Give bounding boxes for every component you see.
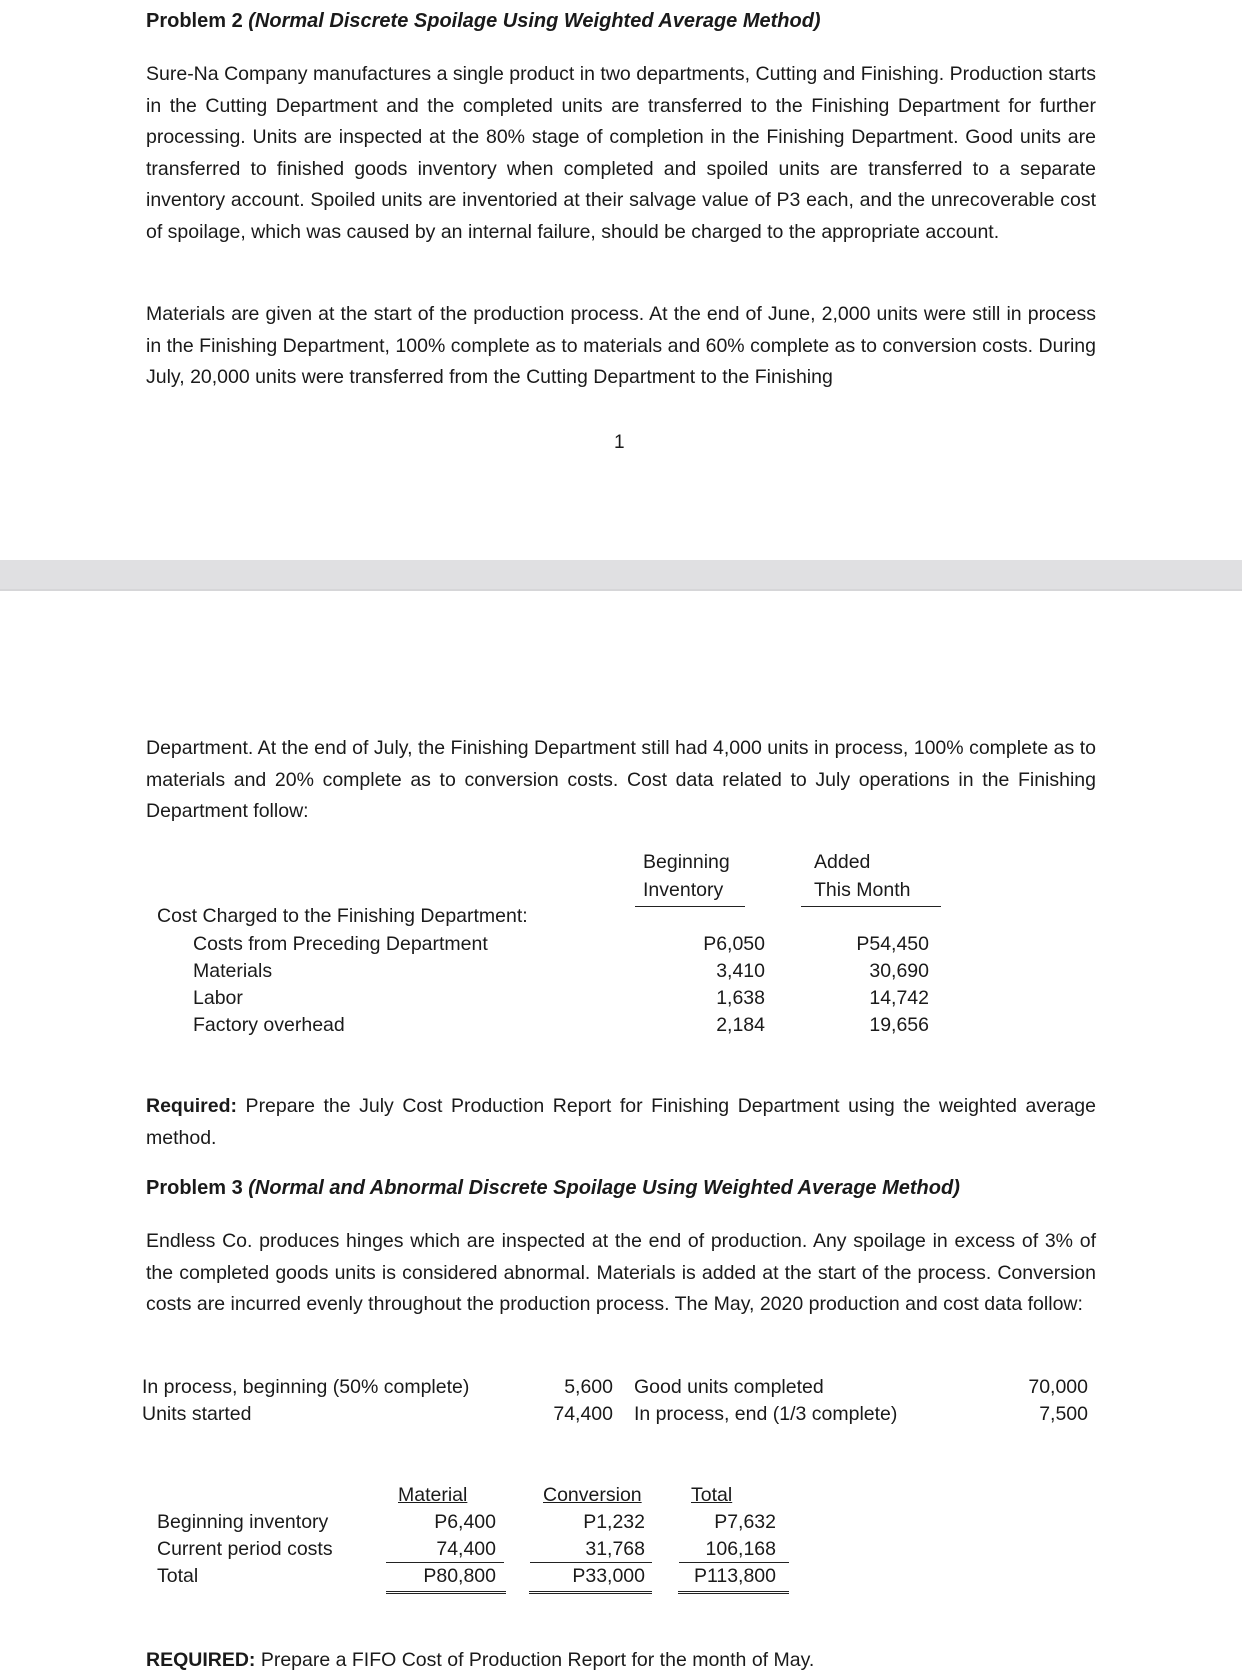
col-added-header-line1: Added: [814, 851, 871, 873]
cost-total: [679, 1538, 789, 1563]
header-material: Material: [398, 1484, 468, 1506]
cost-material: [386, 1538, 504, 1563]
cost-total-value: P113,800: [693, 1565, 776, 1587]
cost-row-label: Beginning inventory: [157, 1511, 329, 1533]
cost-conversion-value: P33,000: [572, 1565, 645, 1587]
row-label: Costs from Preceding Department: [193, 933, 488, 955]
cost-conversion: [530, 1538, 652, 1563]
col-added-header-line2: This Month: [814, 879, 911, 901]
cost-material: P6,400: [434, 1511, 496, 1533]
units-value: 7,500: [1039, 1403, 1088, 1425]
col-beginning-header: [635, 848, 745, 907]
row-beginning: 1,638: [716, 987, 765, 1009]
units-label: Good units completed: [634, 1376, 824, 1398]
problem3-required-text: Prepare a FIFO Cost of Production Report for the month of May.: [255, 1649, 815, 1671]
cost-row-label: Total: [157, 1565, 199, 1587]
cost-conversion-value: 31,768: [585, 1538, 645, 1560]
problem3-title: [146, 1177, 960, 1200]
row-added: 19,656: [869, 1014, 929, 1036]
problem2-title-bold: Problem 2: [146, 10, 249, 32]
cost-material-value: 74,400: [436, 1538, 496, 1560]
cost-section-label: Cost Charged to the Finishing Department:: [157, 905, 528, 927]
problem3-title-bold: Problem 3: [146, 1177, 249, 1199]
cost-material-value: P80,800: [423, 1565, 496, 1587]
row-added: 14,742: [869, 987, 929, 1009]
row-added: 30,690: [869, 960, 929, 982]
units-value: 5,600: [564, 1376, 613, 1398]
row-label: Materials: [193, 960, 273, 982]
col-beginning-header-line2: Inventory: [643, 879, 724, 901]
cost-total: [678, 1565, 789, 1594]
units-label: In process, beginning (50% complete): [142, 1376, 470, 1398]
row-beginning: P6,050: [703, 933, 765, 955]
header-total: Total: [691, 1484, 733, 1506]
row-beginning: 2,184: [716, 1014, 765, 1036]
problem3-title-italic: (Normal and Abnormal Discrete Spoilage Using Weighted Average Method): [248, 1177, 960, 1199]
page-number: 1: [614, 432, 625, 453]
page-separator: [0, 560, 1242, 591]
cost-total: P7,632: [714, 1511, 776, 1533]
problem3-para: Endless Co. produces hinges which are inspected at the end of production. Any spoilage in excess of 3% of the completed goods units is considered abnormal. Materials is added at the start of the process. Conversion costs are incurred evenly throughout the production process. The May, 2020 production and cost data follow:: [146, 1230, 1096, 1315]
units-value: 74,400: [553, 1403, 613, 1425]
problem2-required-label: Required:: [146, 1095, 238, 1117]
col-beginning-header-line1: Beginning: [643, 851, 730, 873]
problem3-required-label: REQUIRED:: [146, 1649, 256, 1671]
problem3-required: [146, 1645, 1146, 1677]
problem2-para1: Sure-Na Company manufactures a single product in two departments, Cutting and Finishing. Production starts in the Cutting Department and the completed units are transferred to the Finishing Department for further processing. Units are inspected at the 80% stage of completion in the Finishing Department. Good units are transferred to finished goods inventory when completed and spoiled units are transferred to a separate inventory account. Spoiled units are inventoried at their salvage value of P3 each, and the unrecoverable cost of spoilage, which was caused by an internal failure, should be charged to the appropriate account.: [146, 63, 1096, 243]
row-label: Factory overhead: [193, 1014, 345, 1036]
cost-conversion: P1,232: [583, 1511, 645, 1533]
problem2-title: [146, 10, 821, 33]
row-beginning: 3,410: [716, 960, 765, 982]
units-label: In process, end (1/3 complete): [634, 1403, 898, 1425]
row-label: Labor: [193, 987, 243, 1009]
cost-material: [386, 1565, 506, 1594]
row-added: P54,450: [856, 933, 929, 955]
header-conversion: Conversion: [543, 1484, 642, 1506]
units-value: 70,000: [1028, 1376, 1088, 1398]
problem2-para2-page2: Department. At the end of July, the Finishing Department still had 4,000 units in process, 100% complete as to materials and 20% complete as to conversion costs. Cost data related to July operations in the Finishing Department follow:: [146, 737, 1096, 822]
units-label: Units started: [142, 1403, 252, 1425]
col-added-header: [801, 848, 941, 907]
cost-row-label: Current period costs: [157, 1538, 333, 1560]
problem2-para2-page1: Materials are given at the start of the production process. At the end of June, 2,000 units were still in process in the Finishing Department, 100% complete as to materials and 60% complete as to conversion costs. During July, 20,000 units were transferred from the Cutting Department to the Finishing: [146, 303, 1096, 388]
problem2-required: [146, 1091, 1096, 1154]
problem2-required-text: Prepare the July Cost Production Report for Finishing Department using the weighted average method.: [146, 1095, 1096, 1149]
cost-total-value: 106,168: [705, 1538, 776, 1560]
cost-conversion: [529, 1565, 652, 1594]
problem2-title-italic: (Normal Discrete Spoilage Using Weighted Average Method): [248, 10, 821, 32]
